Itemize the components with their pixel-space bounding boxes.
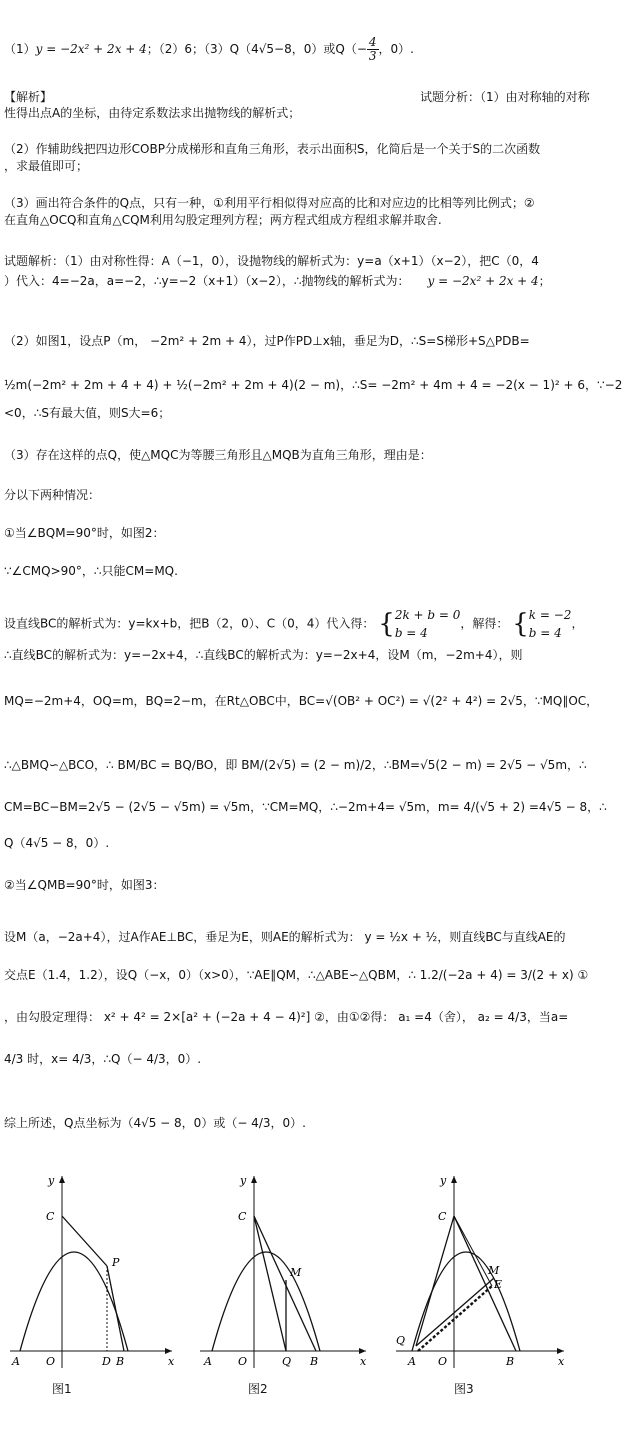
analysis-line: 在直角△OCQ和直角△CQM利用勾股定理列方程；两方程式组成方程组求解并取舍. xyxy=(4,213,442,227)
fig2-label-a: A xyxy=(204,1355,212,1368)
solution-line: 交点E（1.4，1.2），设Q（−x，0）（x>0），∵AE∥QM，∴△ABE∽△QBM，∴ 1.2/(−2a + 4) = 3/(2 + x) ① xyxy=(4,968,589,982)
fig1-label-y: y xyxy=(48,1174,55,1187)
analysis-line: （3）画出符合条件的Q点，只有一种，①利用平行相似得对应高的比和对应边的比相等列比例式；② xyxy=(4,196,535,210)
solution-line: 试题解析：（1）由对称性得：A（−1，0），设抛物线的解析式为：y=a（x+1）（x−2），把C（0，4 xyxy=(4,254,539,268)
solution-line: 分以下两种情况： xyxy=(4,488,101,502)
fig3-label-x: x xyxy=(558,1355,565,1368)
solution-line: Q（4√5 − 8，0）. xyxy=(4,836,110,850)
fig2-label-b: B xyxy=(310,1355,319,1368)
fig1-label-d: D xyxy=(102,1355,111,1368)
solution-line: 4/3 时，x= 4/3，∴Q（− 4/3，0）. xyxy=(4,1052,202,1066)
case-heading: ①当∠BQM=90°时，如图2： xyxy=(4,526,165,540)
fig2-label-c: C xyxy=(238,1210,247,1223)
solution-line: ，由勾股定理得： x² + 4² = 2×[a² + (−2a + 4 − 4)²] ②，由①②得： a₁ =4（舍）， a₂ = 4/3，当a= xyxy=(4,1010,569,1024)
solution-line: ∵∠CMQ>90°，∴只能CM=MQ. xyxy=(4,564,178,578)
fig1-label-a: A xyxy=(12,1355,20,1368)
answer-line: （1）y = −2x² + 2x + 4；（2）6；（3）Q（4√5−8，0）或Q（− $\frac{4}{3}$ ，0）. xyxy=(4,35,414,63)
figure-2 xyxy=(196,1168,376,1378)
analysis-line: （2）作辅助线把四边形COBP分成梯形和直角三角形，表示出面积S，化简后是一个关于S的二次函数 xyxy=(4,142,541,156)
solution-line: ∴直线BC的解析式为：y=−2x+4，∴直线BC的解析式为：y=−2x+4，设M（m，−2m+4），则 xyxy=(4,648,523,662)
figure-1 xyxy=(0,1168,180,1378)
solution-line: （3）存在这样的点Q，使△MQC为等腰三角形且△MQB为直角三角形，理由是： xyxy=(4,448,432,462)
solution-line: 设M（a，−2a+4），过A作AE⊥BC，垂足为E，则AE的解析式为： y = ½x + ½，则直线BC与直线AE的 xyxy=(4,930,566,944)
fig1-label-o: O xyxy=(46,1355,56,1368)
fig3-label-a: A xyxy=(408,1355,416,1368)
fig3-label-o: O xyxy=(438,1355,448,1368)
solution-line: ½m(−2m² + 2m + 4 + 4) + ½(−2m² + 2m + 4)(2 − m)，∴S= −2m² + 4m + 4 = −2(x − 1)² + 6，∵−2 xyxy=(4,378,623,392)
fig1-label-c: C xyxy=(46,1210,55,1223)
solution-line: （2）如图1，设点P（m， −2m² + 2m + 4），过P作PD⊥x轴，垂足为D，∴S=S梯形+S△PDB= xyxy=(4,334,530,348)
case-heading: ②当∠QMB=90°时，如图3： xyxy=(4,878,165,892)
fig3-label-y: y xyxy=(440,1174,447,1187)
figure-1-caption: 图1 xyxy=(52,1382,72,1396)
fig2-label-m: M xyxy=(290,1266,302,1279)
solution-line: MQ=−2m+4，OQ=m，BQ=2−m，在Rt△OBC中，BC=√(OB² + OC²) = √(2² + 4²) = 2√5，∵MQ∥OC， xyxy=(4,694,599,708)
fig1-label-b: B xyxy=(116,1355,125,1368)
fig3-label-c: C xyxy=(438,1210,447,1223)
fig2-label-y: y xyxy=(240,1174,247,1187)
fig3-label-e: E xyxy=(494,1278,503,1291)
figure-3-caption: 图3 xyxy=(454,1382,474,1396)
solution-line: <0，∴S有最大值，则S大=6； xyxy=(4,406,171,420)
solution-line: 设直线BC的解析式为：y=kx+b，把B（2，0）、C（0，4）代入得： { 2k + b = 0 b = 4 ，解得： { k = −2 b = 4 ， xyxy=(4,608,584,640)
fig1-label-x: x xyxy=(168,1355,175,1368)
solution-line: CM=BC−BM=2√5 − (2√5 − √5m) = √5m，∵CM=MQ，∴−2m+4= √5m，m= 4/(√5 + 2) =4√5 − 8，∴ xyxy=(4,800,607,814)
figure-3 xyxy=(392,1168,572,1378)
analysis-heading: 【解析】 xyxy=(4,90,53,104)
analysis-line: 性得出点A的坐标，由待定系数法求出抛物线的解析式； xyxy=(4,106,301,120)
figure-2-caption: 图2 xyxy=(248,1382,268,1396)
conclusion: 综上所述，Q点坐标为（4√5 − 8，0）或（− 4/3，0）. xyxy=(4,1116,306,1130)
fig3-label-m: M xyxy=(488,1264,500,1277)
fig2-label-x: x xyxy=(360,1355,367,1368)
fig3-label-q: Q xyxy=(396,1334,406,1347)
fig2-label-q: Q xyxy=(282,1355,292,1368)
fig2-label-o: O xyxy=(238,1355,248,1368)
analysis-intro: 试题分析：（1）由对称轴的对称 xyxy=(420,90,590,104)
analysis-line: ，求最值即可； xyxy=(4,159,89,173)
fig1-label-p: P xyxy=(112,1256,120,1269)
solution-line: ∴△BMQ∽△BCO，∴ BM/BC = BQ/BO，即 BM/(2√5) = (2 − m)/2，∴BM=√5(2 − m) = 2√5 − √5m，∴ xyxy=(4,758,587,772)
solution-line: ）代入：4=−2a，a=−2，∴y=−2（x+1）（x−2），∴抛物线的解析式为： y = −2x² + 2x + 4； xyxy=(4,274,551,288)
fig3-label-b: B xyxy=(506,1355,515,1368)
